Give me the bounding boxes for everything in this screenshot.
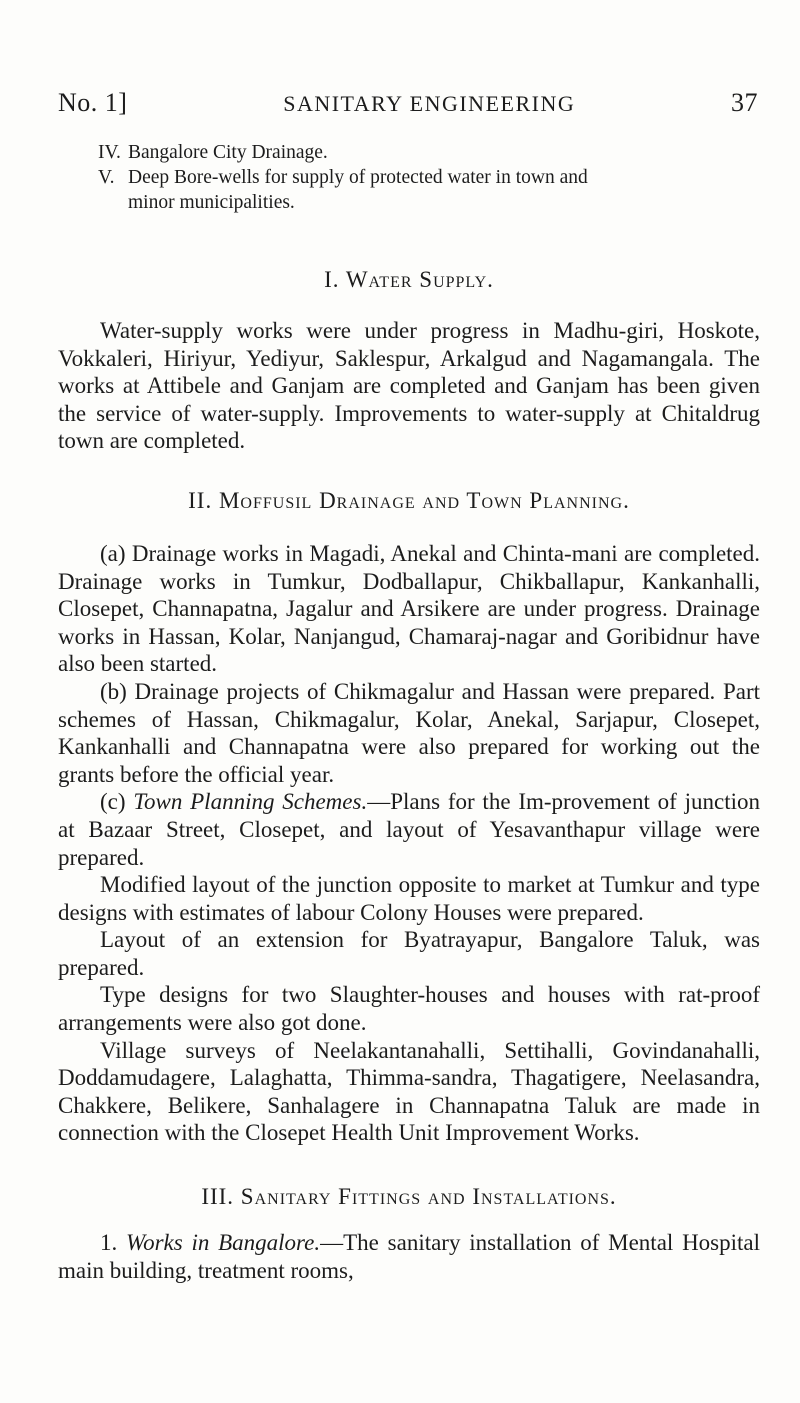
header-title: SANITARY ENGINEERING xyxy=(283,91,576,116)
list-number: V. xyxy=(98,167,115,188)
section-heading-water-supply: I. Water Supply. xyxy=(324,267,494,292)
paragraph-byatrayapur-layout: Layout of an extension for Byatrayapur, Bangalore Taluk, was prepared. xyxy=(58,927,760,980)
paragraph-label: 1. xyxy=(100,1230,118,1256)
page-body xyxy=(58,140,760,1284)
list-item-iv xyxy=(58,140,760,165)
paragraph-label: (c) xyxy=(100,789,126,815)
paragraph-label: (b) xyxy=(100,678,127,704)
paragraph-label: (a) xyxy=(100,540,126,566)
list-text: Deep Bore-wells for supply of protected water in town and xyxy=(128,167,588,188)
paragraph-drainage-a xyxy=(58,540,760,678)
paragraph-text: —The sanitary installation of Mental Hospital main building, treatment rooms, xyxy=(58,1230,761,1283)
section-heading-sanitary-fittings: III. Sanitary Fittings and Installations. xyxy=(201,1184,617,1210)
list-item-v xyxy=(58,165,760,215)
section-heading-drainage: II. Moffusil Drainage and Town Planning. xyxy=(188,487,630,513)
list-text: Bangalore City Drainage. xyxy=(128,142,328,163)
paragraph-text: Drainage works in Magadi, Anekal and Chinta-mani are completed. Drainage works in Tumkur, Dodballapur, Chikballapur, Kankanhalli, Closepet, Channapatna, Jagalur and Arsikere are under progress. Drainage works in Hassan, Kolar, Nanjangud, Chamaraj-nagar and Goribidnur have also been started. xyxy=(58,540,761,677)
running-header xyxy=(58,88,758,118)
paragraph-type-designs: Type designs for two Slaughter-houses and houses with rat-proof arrangements were also got done. xyxy=(58,982,760,1036)
list-number: IV. xyxy=(98,142,121,163)
paragraph-title: Works in Bangalore. xyxy=(126,1230,321,1256)
paragraph-text: —Plans for the Im-provement of junction at Bazaar Street, Closepet, and layout of Yesavanthapur village were prepared. xyxy=(58,789,760,870)
list-text-continued: minor municipalities. xyxy=(128,192,295,213)
page-number: 37 xyxy=(730,88,758,117)
paragraph-works-bangalore xyxy=(58,1229,760,1284)
paragraph-title: Town Planning Schemes. xyxy=(133,789,368,815)
paragraph-village-surveys: Village surveys of Neelakantanahalli, Settihalli, Govindanahalli, Doddamudagere, Lalaghatta, Thimma-sandra, Thagatigere, Neelasandra, Chakkere, Belikere, Sanhalagere in Channapatna Taluk are made in connection with the Closepet Health Unit Improvement Works. xyxy=(58,1037,760,1146)
paragraph-modified-layout: Modified layout of the junction opposite to market at Tumkur and type designs with estimates of labour Colony Houses were prepared. xyxy=(58,872,760,925)
paragraph-text: Drainage projects of Chikmagalur and Hassan were prepared. Part schemes of Hassan, Chikmagalur, Kolar, Anekal, Sarjapur, Closepet, Kankanhalli and Channapatna were also prepared for working out the grants before the official year. xyxy=(58,678,761,787)
paragraph-water-supply: Water-supply works were under progress in Madhu-giri, Hoskote, Vokkaleri, Hiriyur, Yediyur, Saklespur, Arkalgud and Nagamangala. The works at Attibele and Ganjam are completed and Ganjam has been given the service of water-supply. Improvements to water-supply at Chitaldrug town are completed. xyxy=(58,318,760,454)
header-issue: No. 1] xyxy=(58,88,128,117)
paragraph-town-planning xyxy=(58,788,760,871)
paragraph-drainage-b xyxy=(58,678,760,788)
